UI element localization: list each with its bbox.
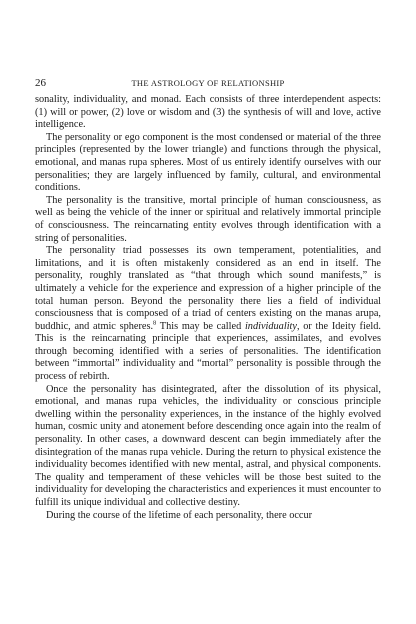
paragraph-1: sonality, individuality, and monad. Each consists of three interdependent aspects: (1) will or power, (2) love or wisdom and (3) the synthesis of will and love, active intelligence. <box>35 94 381 131</box>
body-text <box>35 94 381 522</box>
paragraph-4-text-c: , or the Ideity field. This is the reincarnating principle that experiences, assimilates, and evolves through becoming identified with a series of personalities. The identification between “immortal” individuality and “mortal” personality is possible through the process of rebirth. <box>35 320 381 383</box>
paragraph-2: The personality or ego component is the most condensed or material of the three principles (represented by the lower triangle) and functions through the physical, emotional, and manas rupa spheres. Most of us entirely identify ourselves with our personalities; they are largely influenced by family, cultural, and environmental conditions. <box>35 131 381 194</box>
paragraph-6: During the course of the lifetime of each personality, there occur <box>46 509 313 521</box>
page-header <box>35 76 381 90</box>
paragraph-4-text-a: The personality triad possesses its own temperament, potentialities, and limitations, and it is often mistakenly considered as an end in itself. The personality, roughly translated as “that through which sound manifests,” is ultimately a vehicle for the experience and expression of a higher principle of the total human person. Beyond the personality there lies a field of individual consciousness that is composed of a triad of centers existing on the manas arupa, buddhic, and atmic spheres. <box>35 245 381 332</box>
paragraph-4 <box>35 245 381 384</box>
running-title: THE ASTROLOGY OF RELATIONSHIP <box>131 78 285 88</box>
paragraph-3: The personality is the transitive, mortal principle of human consciousness, as well as being the vehicle of the inner or spiritual and relatively immortal principle of consciousness. The reincarnating entity evolves through identification with a string of personalities. <box>35 194 381 244</box>
footnote-marker: 8 <box>153 319 157 327</box>
page-number: 26 <box>35 77 46 89</box>
paragraph-5: Once the personality has disintegrated, after the dissolution of its physical, emotional, and manas rupa vehicles, the individuality or conscious principle dwelling within the personality experiences, in the instance of the highly evolved human, cosmic unity and atonement before descending once again into the realm of personality. In other cases, a downward descent can begin immediately after the disintegration of the manas rupa vehicle. During the return to physical existence the individuality becomes identified with new mental, astral, and physical components. The quality and temperament of these vehicles will be those best suited to the individuality for developing the characteristics and experiences it must encounter to fulfill its unique individual and collective destiny. <box>35 383 381 508</box>
paragraph-4-text-b: This may be called <box>156 320 245 332</box>
emphasized-term: individuality <box>244 320 297 332</box>
